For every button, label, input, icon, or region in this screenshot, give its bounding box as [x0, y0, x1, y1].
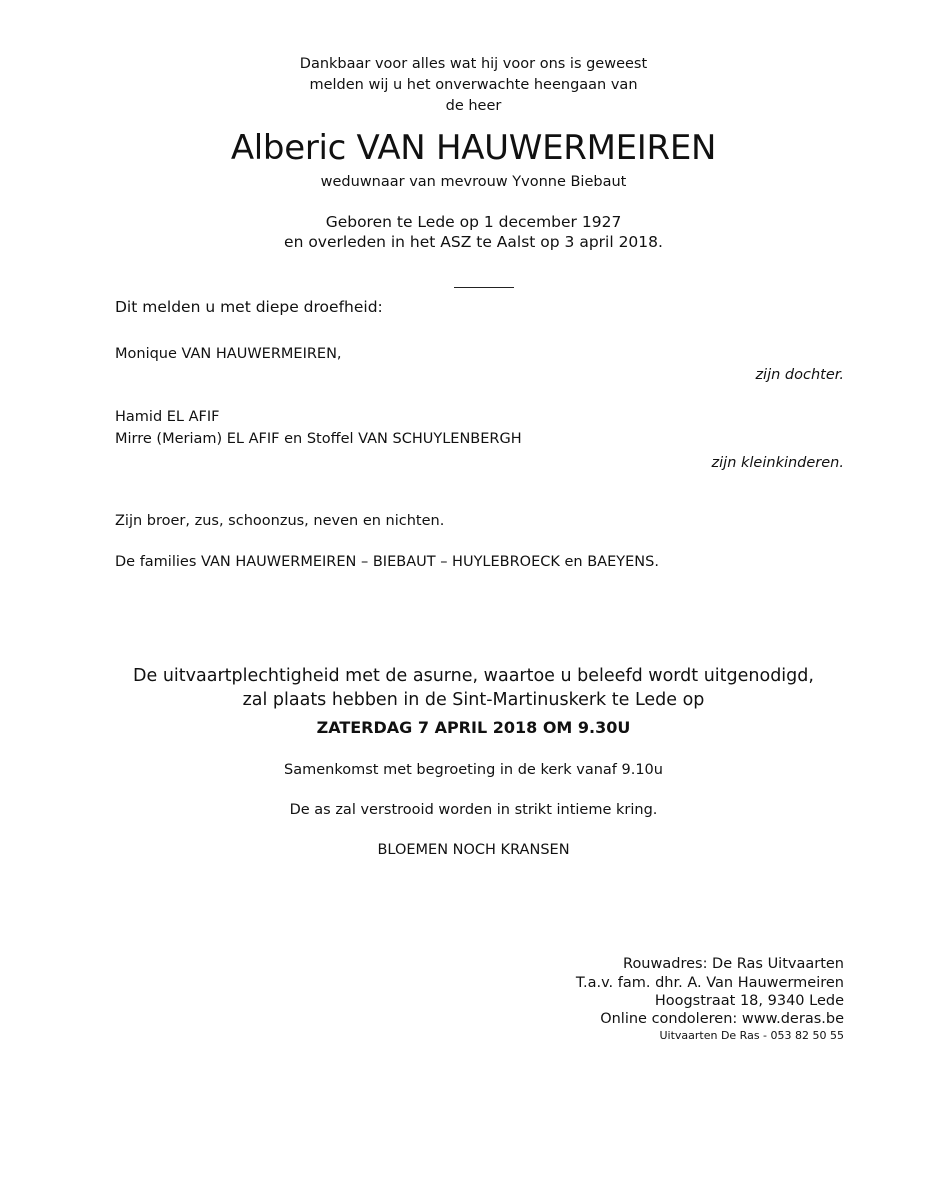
siblings-line: Zijn broer, zus, schoonzus, neven en nichten.	[115, 513, 445, 529]
deceased-name: Alberic VAN HAUWERMEIREN	[230, 128, 717, 168]
death-line: en overleden in het ASZ te Aalst op 3 april 2018.	[284, 233, 663, 251]
grandchild-1: Hamid EL AFIF	[115, 409, 220, 425]
ceremony-line-2: zal plaats hebben in de Sint-Martinuskerk te Lede op	[242, 690, 705, 710]
ceremony-line-1: De uitvaartplechtigheid met de asurne, waartoe u beleefd wordt uitgenodigd,	[133, 666, 814, 686]
address-line-3: Hoogstraat 18, 9340 Lede	[654, 993, 844, 1009]
daughter-name: Monique VAN HAUWERMEIREN,	[115, 346, 342, 362]
address-line-1: Rouwadres: De Ras Uitvaarten	[623, 956, 844, 972]
families-line: De families VAN HAUWERMEIREN – BIEBAUT – HUYLEBROECK en BAEYENS.	[115, 554, 659, 570]
ceremony-date: ZATERDAG 7 APRIL 2018 OM 9.30U	[316, 718, 631, 737]
divider-line	[454, 287, 514, 288]
daughter-role: zijn dochter.	[755, 367, 844, 383]
ashes-line: De as zal verstrooid worden in strikt intieme kring.	[289, 802, 658, 818]
address-line-2: T.a.v. fam. dhr. A. Van Hauwermeiren	[575, 975, 844, 991]
grandchildren-role: zijn kleinkinderen.	[711, 455, 844, 471]
address-line-4: Online condoleren: www.deras.be	[600, 1011, 844, 1027]
footer-line: Uitvaarten De Ras - 053 82 50 55	[659, 1029, 844, 1042]
birth-line: Geboren te Lede op 1 december 1927	[325, 213, 622, 231]
intro-line-3: de heer	[445, 98, 502, 114]
intro-line-2: melden wij u het onverwachte heengaan van	[309, 77, 638, 93]
flowers-line: BLOEMEN NOCH KRANSEN	[377, 842, 570, 858]
intro-line-1: Dankbaar voor alles wat hij voor ons is geweest	[299, 56, 648, 72]
spouse-line: weduwnaar van mevrouw Yvonne Biebaut	[320, 174, 627, 190]
announce-line: Dit melden u met diepe droefheid:	[115, 298, 383, 316]
grandchild-2: Mirre (Meriam) EL AFIF en Stoffel VAN SCHUYLENBERGH	[115, 431, 522, 447]
gathering-line: Samenkomst met begroeting in de kerk vanaf 9.10u	[284, 762, 663, 778]
